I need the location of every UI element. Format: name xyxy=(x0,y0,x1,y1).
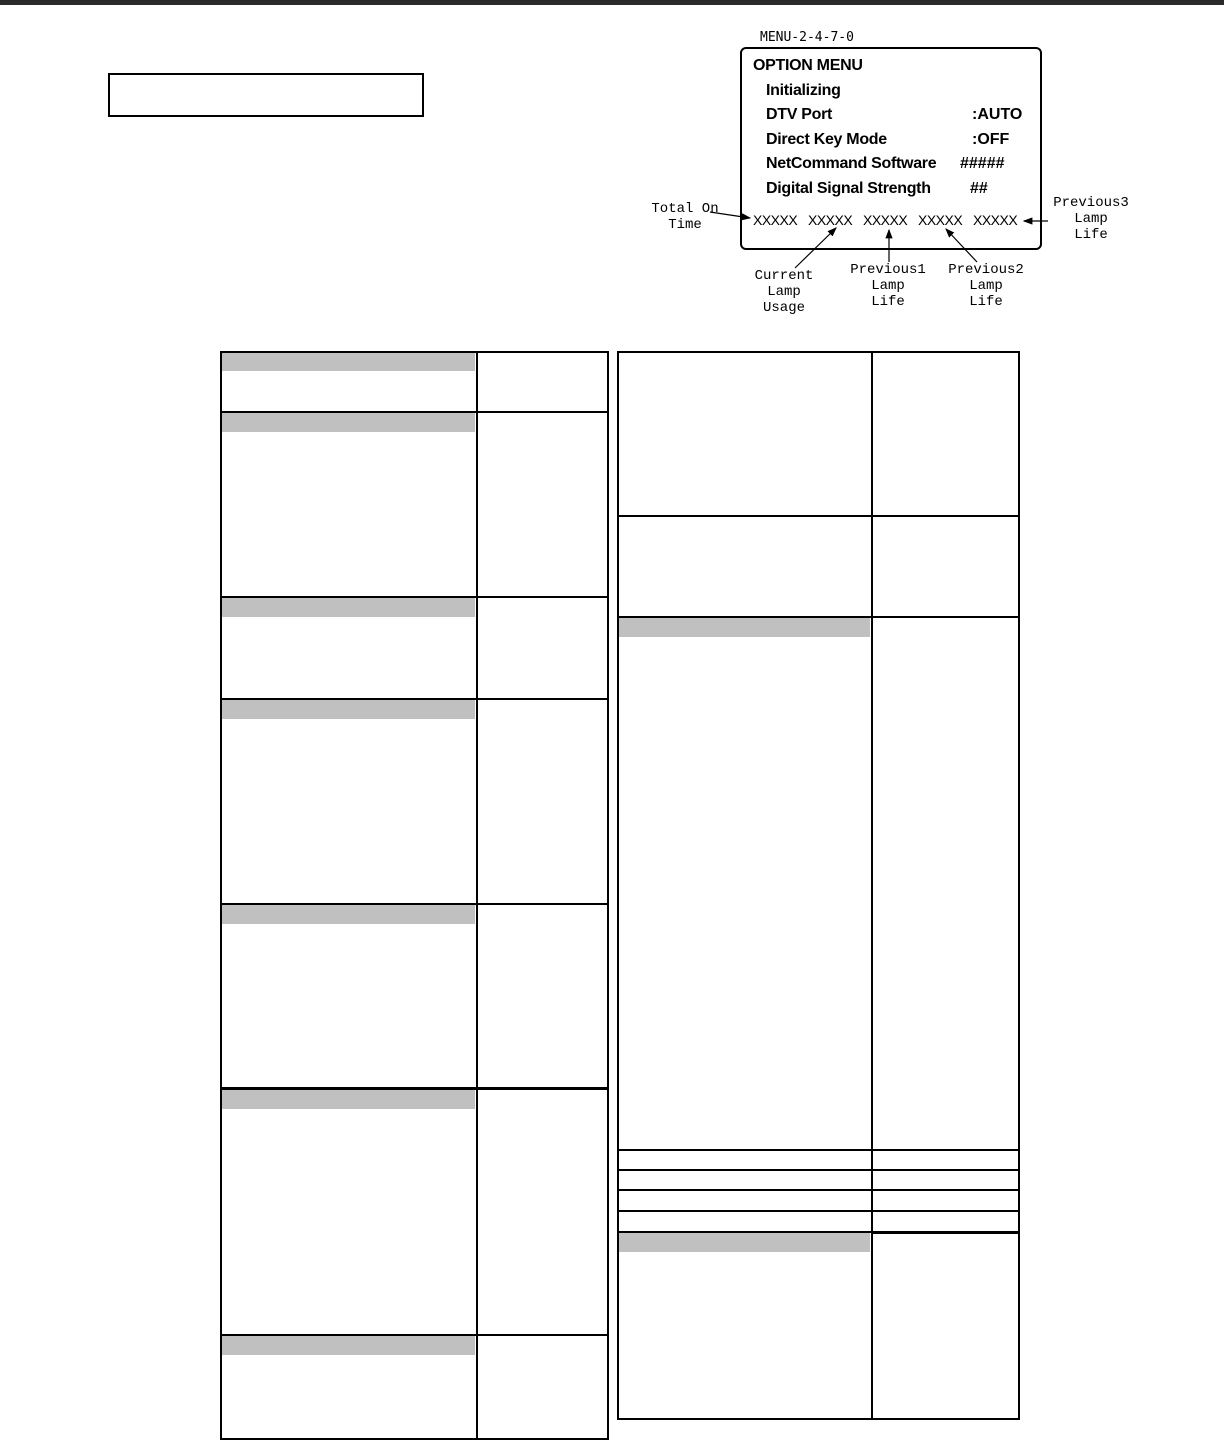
osd-item-netcommand-software: NetCommand Software xyxy=(766,155,937,172)
osd-value-direct-key-mode: :OFF xyxy=(972,131,1010,148)
counter-current-lamp: XXXXX xyxy=(808,212,853,228)
arrow-current-lamp xyxy=(795,228,836,268)
right-section-header-1 xyxy=(619,618,870,637)
right-bottom-cell-box xyxy=(871,1232,1020,1420)
callout-total-on-time: Total On Time xyxy=(651,201,719,233)
left-section-header-1 xyxy=(222,353,475,371)
left-section-header-3 xyxy=(222,598,475,617)
left-table xyxy=(220,351,609,1440)
arrow-total-on-time xyxy=(710,212,750,218)
right-section-header-2 xyxy=(619,1233,870,1252)
counter-previous2: XXXXX xyxy=(918,212,963,228)
left-table-column-divider xyxy=(476,351,478,1440)
counter-previous3: XXXXX xyxy=(973,212,1018,228)
left-section-header-6 xyxy=(222,1090,475,1109)
left-section-header-4 xyxy=(222,700,475,719)
right-row-divider xyxy=(617,1210,1020,1212)
osd-value-dtv-port: :AUTO xyxy=(972,106,1023,123)
callout-previous3-lamp-life: Previous3 Lamp Life xyxy=(1053,195,1129,243)
right-row-divider xyxy=(617,1189,1020,1191)
osd-value-digital-signal-strength: ## xyxy=(970,180,988,197)
left-section-header-5 xyxy=(222,905,475,924)
osd-item-direct-key-mode: Direct Key Mode xyxy=(766,131,887,148)
left-section-header-2 xyxy=(222,413,475,432)
menu-code: MENU-2-4-7-0 xyxy=(760,30,854,45)
right-row-divider xyxy=(617,515,1020,517)
counter-total-on-time: XXXXX xyxy=(753,212,798,228)
arrow-previous2 xyxy=(946,229,977,262)
osd-item-initializing: Initializing xyxy=(766,82,841,99)
osd-title: OPTION MENU xyxy=(753,57,863,74)
right-row-divider xyxy=(617,1149,1020,1151)
callout-previous2-lamp-life: Previous2 Lamp Life xyxy=(948,262,1024,310)
counter-previous1: XXXXX xyxy=(863,212,908,228)
callout-previous1-lamp-life: Previous1 Lamp Life xyxy=(850,262,926,310)
osd-item-digital-signal-strength: Digital Signal Strength xyxy=(766,180,931,197)
osd-value-netcommand-software: ##### xyxy=(960,155,1005,172)
left-section-header-7 xyxy=(222,1336,475,1355)
right-row-divider xyxy=(617,1169,1020,1171)
osd-item-dtv-port: DTV Port xyxy=(766,106,833,123)
callout-arrows xyxy=(0,0,1224,340)
callout-current-lamp-usage: Current Lamp Usage xyxy=(754,268,814,316)
